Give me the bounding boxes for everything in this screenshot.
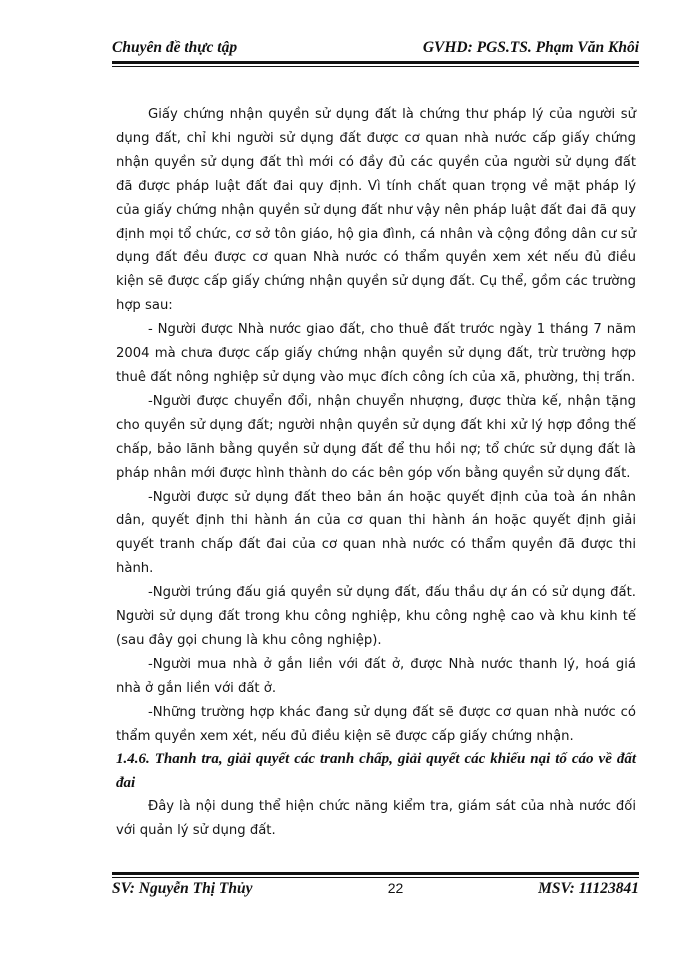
- paragraph-case-2: -Người được chuyển đổi, nhận chuyển nhượng, được thừa kế, nhận tặng cho quyền sử dụng đất; người nhận quyền sử dụng đất khi xử lý hợp đồng thế chấp, bảo lãnh bằng quyền sử dụng đất để thu hồi nợ; tổ chức sử dụng đất là pháp nhân mới được hình thành do các bên góp vốn bằng quyền sử dụng đất.: [116, 393, 636, 481]
- page-header: [112, 35, 639, 61]
- footer-rule: [112, 872, 639, 878]
- paragraph-case-6: -Những trường hợp khác đang sử dụng đất sẽ được cơ quan nhà nước có thẩm quyền xem xét, nếu đủ điều kiện sẽ được cấp giấy chứng nhận.: [116, 704, 636, 744]
- header-rule: [112, 61, 639, 67]
- paragraph-case-5: -Người mua nhà ở gắn liền với đất ở, được Nhà nước thanh lý, hoá giá nhà ở gắn liền với đất ở.: [116, 656, 636, 696]
- footer-student-id: MSV: 11123841: [538, 880, 639, 897]
- paragraph-case-3: -Người được sử dụng đất theo bản án hoặc quyết định của toà án nhân dân, quyết định thi hành án của cơ quan thi hành án hoặc quyết định giải quyết tranh chấp đất đai của cơ quan nhà nước có thẩm quyền đã được thi hành.: [116, 489, 636, 577]
- paragraph-case-4: -Người trúng đấu giá quyền sử dụng đất, đấu thầu dự án có sử dụng đất. Người sử dụng đất trong khu công nghiệp, khu công nghệ cao và khu kinh tế (sau đây gọi chung là khu công nghiệp).: [116, 585, 636, 648]
- paragraph-intro: Giấy chứng nhận quyền sử dụng đất là chứng thư pháp lý của người sử dụng đất, chỉ khi người sử dụng đất được cơ quan nhà nước cấp giấy chứng nhận quyền sử dụng đất thì mới có đầy đủ các quyền của người sử dụng đất đã được pháp luật đất đai quy định. Vì tính chất quan trọng về mặt pháp lý của giấy chứng nhận quyền sử dụng đất như vậy nên pháp luật đất đai đã quy định mọi tổ chức, cơ sở tôn giáo, hộ gia đình, cá nhân và cộng đồng dân cư sử dụng đất đều được cơ quan Nhà nước có thẩm quyền xem xét nếu đủ điều kiện sẽ được cấp giấy chứng nhận quyền sử dụng đất. Cụ thể, gồm các trường hợp sau:: [116, 107, 636, 314]
- section-paragraph: Đây là nội dung thể hiện chức năng kiểm tra, giám sát của nhà nước đối với quản lý sử dụng đất.: [116, 799, 636, 839]
- page-body: [116, 103, 636, 843]
- footer-student: SV: Nguyễn Thị Thủy: [112, 880, 253, 897]
- paragraph-case-1: - Người được Nhà nước giao đất, cho thuê đất trước ngày 1 tháng 7 năm 2004 mà chưa được cấp giấy chứng nhận quyền sử dụng đất, trừ trường hợp thuê đất nông nghiệp sử dụng vào mục đích công ích của xã, phường, thị trấn.: [116, 322, 636, 385]
- section-heading: 1.4.6. Thanh tra, giải quyết các tranh chấp, giải quyết các khiếu nại tố cáo về đất đai: [116, 751, 636, 791]
- header-advisor: GVHD: PGS.TS. Phạm Văn Khôi: [422, 39, 639, 56]
- page-number: 22: [387, 880, 404, 896]
- header-title: Chuyên đề thực tập: [112, 39, 238, 56]
- page-footer: [112, 880, 639, 904]
